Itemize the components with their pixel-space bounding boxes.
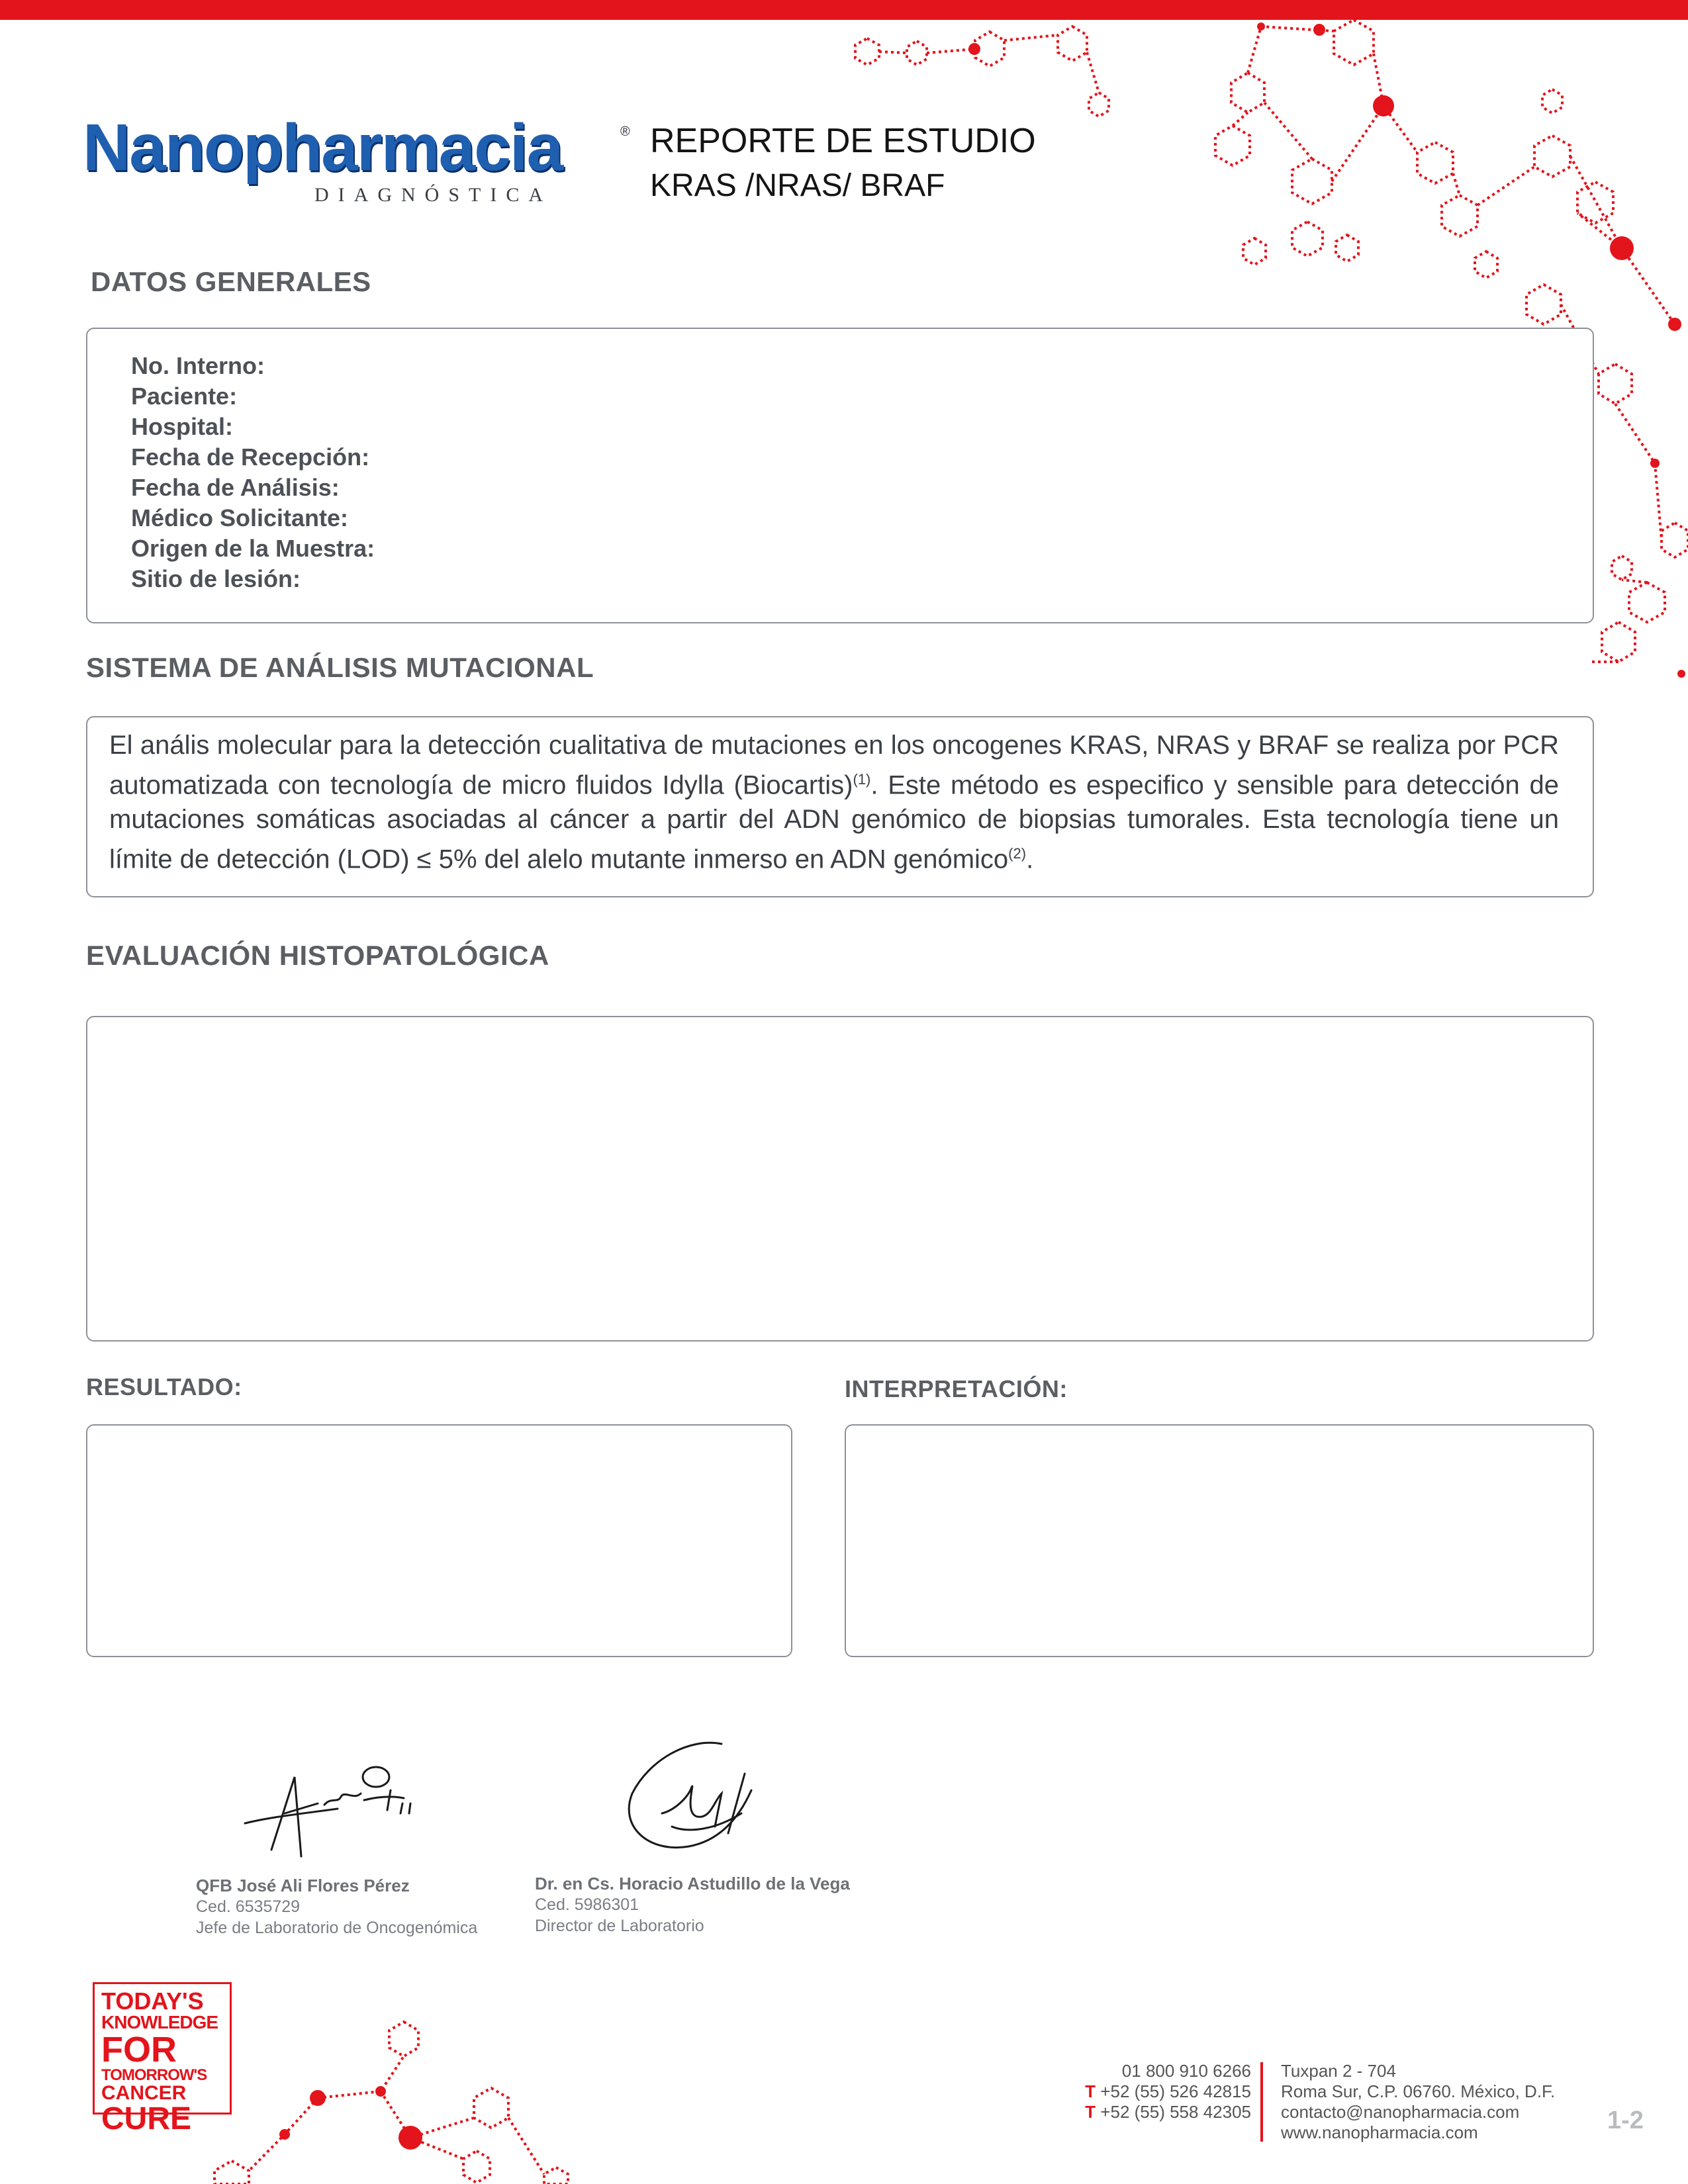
nanopharmacia-logo: [83, 111, 630, 210]
contact-address: [1281, 2061, 1555, 2143]
logo-subtitle: DIAGNÓSTICA: [314, 184, 552, 206]
badge-line-3: FOR: [101, 2030, 177, 2070]
signature-2-image: [609, 1734, 768, 1860]
phone-2: +52 (55) 558 42305: [1100, 2102, 1251, 2122]
signature-1-ced: Ced. 6535729: [196, 1897, 301, 1916]
field-fecha-recepcion: Fecha de Recepción:: [131, 443, 370, 471]
evaluacion-box: [86, 1016, 1594, 1342]
field-origen-muestra: Origen de la Muestra:: [131, 535, 375, 562]
field-fecha-analisis: Fecha de Análisis:: [131, 474, 340, 501]
badge-line-6: CURE: [101, 2101, 192, 2136]
toll-free-number: 01 800 910 6266: [1121, 2061, 1251, 2081]
logo-wordmark: Nanopharmacia: [83, 111, 563, 185]
signature-1-role: Jefe de Laboratorio de Oncogenómica: [196, 1919, 478, 1937]
contact-phones: [1085, 2061, 1251, 2122]
signature-2-block: [535, 1873, 850, 1936]
badge-line-5: CANCER: [101, 2082, 187, 2104]
evaluacion-heading: EVALUACIÓN HISTOPATOLÓGICA: [86, 940, 549, 971]
signature-1-name: QFB José Ali Flores Pérez: [196, 1876, 410, 1895]
signature-2-role: Director de Laboratorio: [535, 1917, 704, 1935]
sistema-text-3: .: [1026, 844, 1034, 874]
contact-divider: [1260, 2062, 1263, 2142]
address-line-1: Tuxpan 2 - 704: [1281, 2061, 1396, 2081]
resultado-heading: RESULTADO:: [86, 1373, 242, 1400]
signature-2-ced: Ced. 5986301: [535, 1895, 639, 1914]
slogan-badge: [93, 1982, 232, 2136]
address-line-2: Roma Sur, C.P. 06760. México, D.F.: [1281, 2081, 1556, 2101]
registered-mark: ®: [620, 124, 630, 139]
contact-email[interactable]: contacto@nanopharmacia.com: [1281, 2102, 1520, 2122]
datos-generales-fields: [131, 351, 375, 594]
field-hospital: Hospital:: [131, 413, 234, 440]
badge-line-4: TOMORROW'S: [101, 2066, 207, 2084]
phone-1-prefix: T: [1085, 2081, 1096, 2101]
signature-1-image: [232, 1751, 444, 1863]
field-no-interno: No. Interno:: [131, 352, 265, 379]
top-accent-bar: [0, 0, 1688, 20]
badge-line-2: KNOWLEDGE: [101, 2012, 218, 2032]
interpretacion-box: [845, 1424, 1594, 1657]
field-sitio-lesion: Sitio de lesión:: [131, 565, 301, 592]
page-number: 1-2: [1607, 2107, 1644, 2134]
interpretacion-heading: INTERPRETACIÓN:: [845, 1375, 1068, 1402]
phone-1-row: [1085, 2081, 1251, 2102]
reference-2: (2): [1008, 845, 1027, 862]
reference-1: (1): [853, 771, 871, 788]
resultado-box: [86, 1424, 792, 1657]
phone-1: +52 (55) 526 42815: [1100, 2081, 1251, 2101]
sistema-heading: SISTEMA DE ANÁLISIS MUTACIONAL: [86, 652, 594, 683]
signature-1-block: [196, 1875, 477, 1938]
phone-2-row: [1085, 2102, 1251, 2122]
contact-website[interactable]: www.nanopharmacia.com: [1281, 2122, 1478, 2142]
report-subtitle: KRAS /NRAS/ BRAF: [650, 168, 945, 203]
badge-line-1: TODAY'S: [101, 1987, 204, 2015]
field-medico-solicitante: Médico Solicitante:: [131, 504, 349, 531]
sistema-text-2: . Este método es especifico y sensible para detección de mutaciones somáticas asociadas al cáncer a partir del ADN genómico de biopsias tumorales. Esta tecnología tiene un límite de detección (LOD) ≤ 5% del alelo mutante inmerso en ADN genómico: [109, 770, 1559, 874]
phone-2-prefix: T: [1085, 2102, 1096, 2122]
datos-generales-heading: DATOS GENERALES: [91, 266, 371, 297]
field-paciente: Paciente:: [131, 383, 238, 410]
sistema-description: [109, 728, 1559, 877]
sistema-text-1: El anális molecular para la detección cualitativa de mutaciones en los oncogenes KRAS, NRAS y BRAF se realiza por PCR automatizada con tecnología de micro fluidos Idylla (Biocartis): [109, 731, 1559, 800]
report-title: REPORTE DE ESTUDIO: [650, 122, 1036, 160]
signature-2-name: Dr. en Cs. Horacio Astudillo de la Vega: [535, 1874, 850, 1893]
